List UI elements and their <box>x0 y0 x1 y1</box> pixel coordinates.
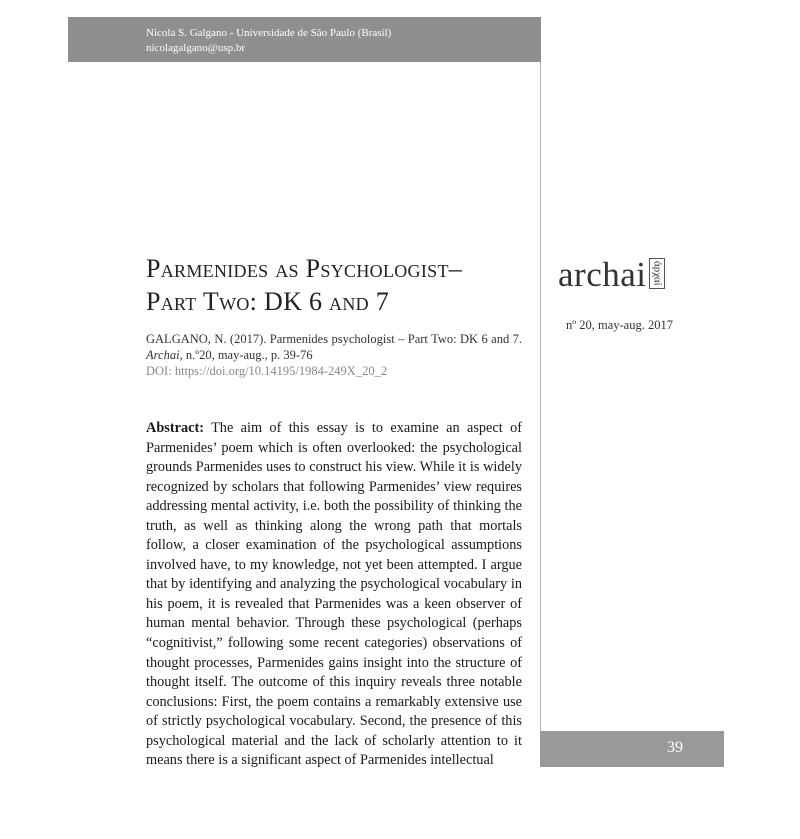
doi-link[interactable]: DOI: https://doi.org/10.14195/1984-249X_20_2 <box>146 364 388 378</box>
abstract-text: The aim of this essay is to examine an aspect of Parmenides’ poem which is often overlooked: the psychological grounds Parmenides uses to construct his view. While it is widely recognized by scholars that following Parmenides’ view requires addressing mental activity, i.e. both the possibility of thinking the truth, as well as thinking along the wrong path that mortals follow, a closer examination of the psychological assumptions involved have, to my knowledge, not yet been attempted. I argue that by identifying and analyzing the psychological vocabulary in his poem, it is revealed that Parmenides was a keen observer of human mental behavior. Through these psychological (perhaps “cognitivist,” following some recent categories) observations of thought processes, Parmenides gains insight into the structure of thought itself. The outcome of this inquiry reveals three notable conclusions: First, the poem contains a remarkably extensive use of strictly psychological vocabulary. Second, the presence of this psychological material and the lack of scholarly attention to it means there is a significant aspect of Parmenides intellectual <box>146 420 522 769</box>
abstract-label: Abstract: <box>146 420 204 436</box>
title-line-1: Parmenides as Psychologist– <box>146 254 463 283</box>
author-affiliation: Nicola S. Galgano - Universidade de São Paulo (Brasil) <box>146 27 392 39</box>
abstract-paragraph <box>146 419 522 771</box>
title-line-2: Part Two: DK 6 and 7 <box>146 287 390 316</box>
author-header <box>146 26 391 56</box>
logo-greek-box: ἀρχαί <box>649 258 665 289</box>
page-number: 39 <box>667 739 683 756</box>
citation-text: GALGANO, N. (2017). Parmenides psychologist – Part Two: DK 6 and 7. <box>146 332 522 346</box>
citation-issue: , n.º20, may-aug., p. 39-76 <box>179 348 313 362</box>
logo-wordmark: archai <box>558 255 647 294</box>
citation-journal: Archai <box>146 348 180 362</box>
author-email: nicolagalgano@usp.br <box>146 42 246 54</box>
margin-divider <box>540 62 541 734</box>
journal-logo <box>558 256 665 294</box>
issue-info: nº 20, may-aug. 2017 <box>566 318 673 332</box>
page-number-box <box>540 731 724 767</box>
citation-block <box>146 331 522 379</box>
article-title <box>146 252 546 318</box>
